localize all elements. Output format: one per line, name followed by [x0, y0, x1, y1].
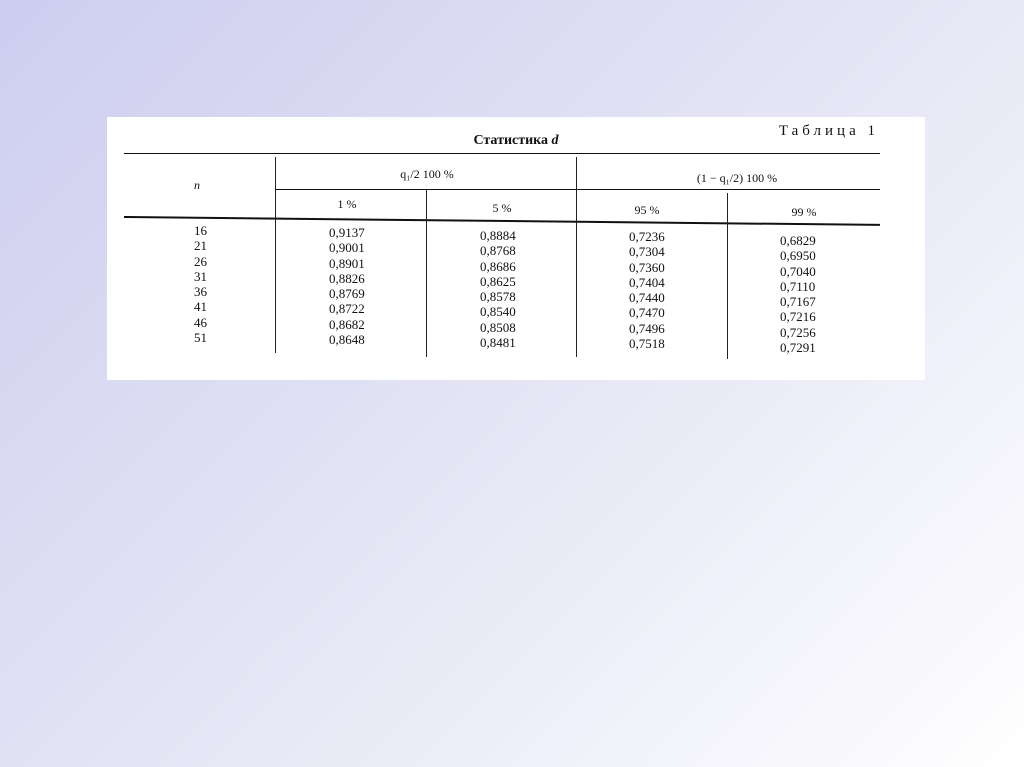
cell-value: 0,8901 — [329, 255, 365, 271]
cell-value: 0,8768 — [480, 243, 516, 259]
header-col-5: 5 % — [492, 201, 512, 215]
column-n-values — [179, 223, 207, 345]
table-title-symbol: d — [551, 133, 559, 148]
header-group-right: (1 − q₁/2) 100 % — [696, 171, 778, 185]
cell-value: 0,8481 — [480, 335, 516, 351]
top-rule — [124, 153, 880, 154]
cell-value: 0,8686 — [480, 258, 516, 274]
cell-value: 0,9137 — [329, 225, 365, 240]
divider-n — [275, 157, 276, 353]
cell-value: 0,7167 — [780, 294, 816, 310]
cell-n: 26 — [194, 253, 207, 269]
cell-n: 31 — [194, 268, 207, 284]
cell-value: 0,8682 — [329, 316, 365, 332]
cell-value: 0,7110 — [780, 278, 816, 294]
cell-value: 0,7470 — [629, 305, 665, 321]
header-col-95: 95 % — [634, 203, 660, 217]
cell-value: 0,7236 — [629, 229, 665, 244]
cell-value: 0,7040 — [780, 263, 816, 279]
cell-value: 0,8625 — [480, 273, 516, 289]
divider-groups — [576, 157, 577, 357]
column-95-percent — [629, 229, 665, 351]
cell-n: 46 — [194, 314, 207, 330]
cell-n: 51 — [194, 330, 207, 346]
header-group-left: q₁/2 100 % — [400, 167, 454, 181]
group-header-rule — [275, 189, 880, 190]
column-99-percent — [780, 233, 816, 355]
header-col-1: 1 % — [337, 197, 357, 211]
table-number-label: Таблица 1 — [778, 123, 879, 139]
cell-value: 0,8508 — [480, 319, 516, 335]
cell-value: 0,8722 — [329, 301, 365, 317]
cell-value: 0,7216 — [780, 309, 816, 325]
scanned-table-image — [107, 117, 925, 380]
cell-value: 0,7518 — [629, 336, 665, 352]
column-5-percent — [480, 228, 516, 350]
table-title-text: Статистика — [473, 133, 549, 148]
divider-95-99 — [727, 193, 728, 359]
cell-value: 0,8826 — [329, 270, 365, 286]
cell-value: 0,8769 — [329, 286, 365, 302]
cell-value: 0,7304 — [629, 244, 665, 260]
cell-value: 0,7256 — [780, 324, 816, 340]
cell-value: 0,8884 — [480, 228, 516, 243]
cell-n: 36 — [194, 284, 207, 300]
column-1-percent — [329, 225, 365, 347]
cell-value: 0,7496 — [629, 320, 665, 336]
cell-value: 0,8540 — [480, 304, 516, 320]
cell-n: 41 — [194, 299, 207, 315]
cell-value: 0,7360 — [629, 259, 665, 275]
cell-value: 0,9001 — [329, 240, 365, 256]
cell-n: 16 — [194, 223, 207, 238]
cell-value: 0,8578 — [480, 289, 516, 305]
table-title — [107, 133, 925, 149]
cell-value: 0,7440 — [629, 290, 665, 306]
cell-value: 0,7291 — [780, 340, 816, 356]
header-n: n — [194, 178, 200, 192]
cell-value: 0,6829 — [780, 233, 816, 248]
cell-value: 0,6950 — [780, 248, 816, 264]
header-col-99: 99 % — [791, 205, 817, 219]
cell-n: 21 — [194, 238, 207, 254]
cell-value: 0,7404 — [629, 274, 665, 290]
cell-value: 0,8648 — [329, 332, 365, 348]
divider-1-5 — [426, 189, 427, 357]
